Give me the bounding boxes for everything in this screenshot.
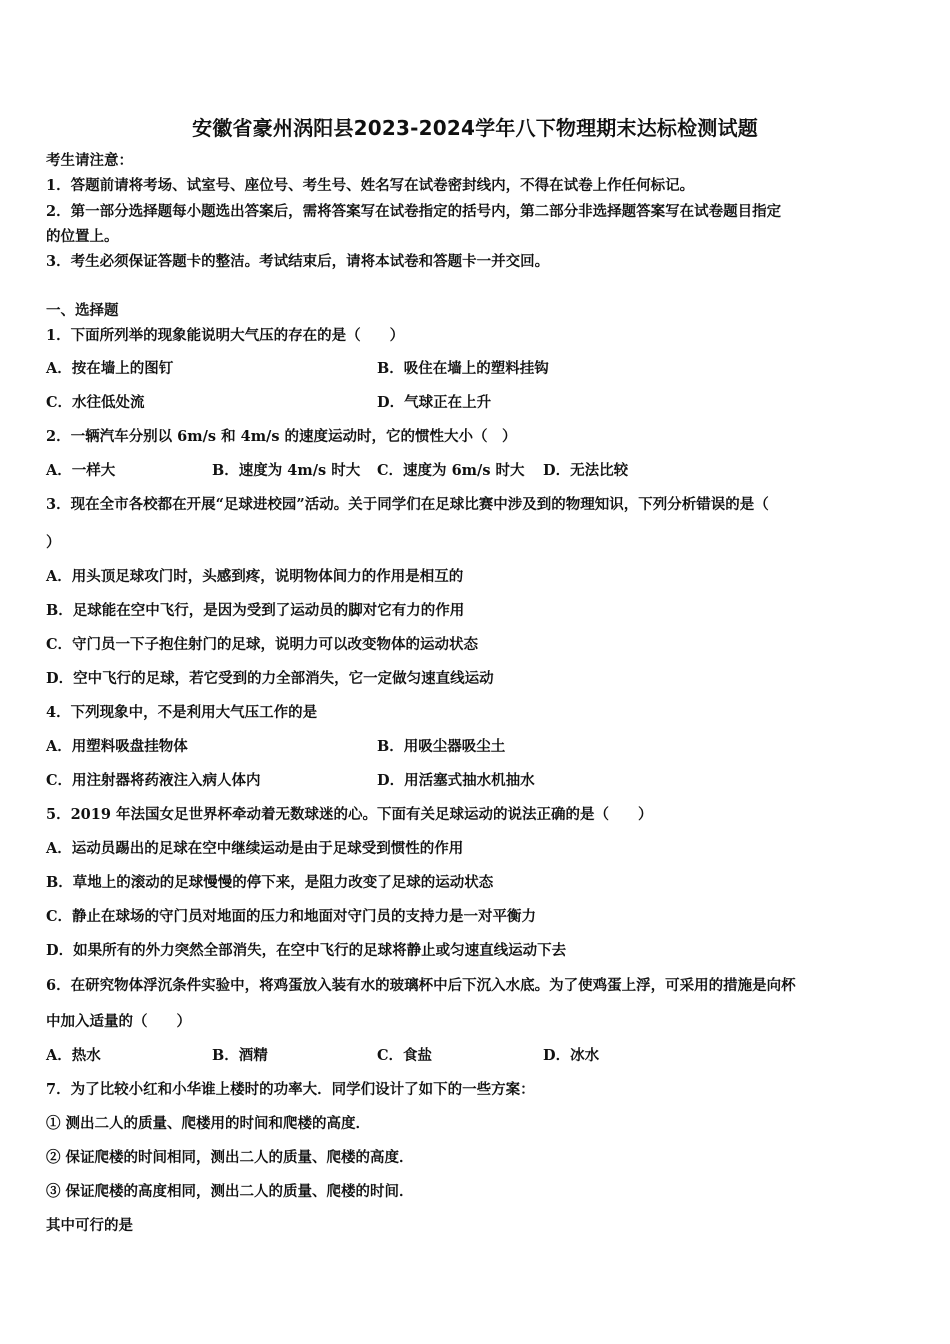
- notice-item: 的位置上。: [46, 228, 119, 245]
- q7-plan: ① 测出二人的质量、爬楼用的时间和爬楼的高度．: [46, 1115, 371, 1132]
- q1-option-c: C．水往低处流: [46, 394, 145, 411]
- q3-option-a: A．用头顶足球攻门时，头感到疼，说明物体间力的作用是相互的: [46, 568, 464, 585]
- q7-plan: ③ 保证爬楼的高度相同，测出二人的质量、爬楼的时间．: [46, 1183, 414, 1200]
- q5-option-c: C．静止在球场的守门员对地面的压力和地面对守门员的支持力是一对平衡力: [46, 908, 537, 925]
- question-1-stem: 1．下面所列举的现象能说明大气压的存在的是（ ）: [46, 327, 405, 344]
- notice-item: 2．第一部分选择题每小题选出答案后，需将答案写在试卷指定的括号内，第二部分非选择题答案写在试卷题目指定: [46, 203, 782, 220]
- question-3-stem: [46, 494, 769, 516]
- q1-option-a: A．按在墙上的图钉: [46, 360, 174, 377]
- notice-item: 3．考生必须保证答题卡的整洁。考试结束后，请将本试卷和答题卡一并交回。: [46, 253, 550, 270]
- q2-option-c: C．速度为 6m/s 时大: [377, 462, 525, 479]
- q6-option-d: D．冰水: [543, 1047, 600, 1064]
- q2-option-d: D．无法比较: [543, 462, 629, 479]
- q7-ask: 其中可行的是: [46, 1217, 133, 1234]
- q4-option-c: C．用注射器将药液注入病人体内: [46, 772, 261, 789]
- q3-option-c: C．守门员一下子抱住射门的足球，说明力可以改变物体的运动状态: [46, 636, 479, 653]
- q5-option-a: A．运动员踢出的足球在空中继续运动是由于足球受到惯性的作用: [46, 840, 464, 857]
- q5-option-b: B．草地上的滚动的足球慢慢的停下来，是阻力改变了足球的运动状态: [46, 874, 494, 891]
- question-3-stem-cont: ）: [46, 534, 61, 551]
- q2-option-b: B．速度为 4m/s 时大: [212, 462, 361, 479]
- question-6-stem: 6．在研究物体浮沉条件实验中，将鸡蛋放入装有水的玻璃杯中后下沉入水底。为了使鸡蛋上浮，可采用的措施是向杯: [46, 977, 796, 994]
- q1-option-d: D．气球正在上升: [377, 394, 492, 411]
- section-heading: 一、选择题: [46, 302, 119, 319]
- q1-option-b: B．吸住在墙上的塑料挂钩: [377, 360, 549, 377]
- q6-option-c: C．食盐: [377, 1047, 433, 1064]
- notice-heading: 考生请注意：: [46, 152, 133, 169]
- question-5-stem: 5．2019 年法国女足世界杯牵动着无数球迷的心。下面有关足球运动的说法正确的是（ ）: [46, 806, 653, 823]
- q7-plan: ② 保证爬楼的时间相同，测出二人的质量、爬楼的高度．: [46, 1149, 414, 1166]
- question-6-stem-cont: 中加入适量的（ ）: [46, 1013, 191, 1030]
- q4-option-a: A．用塑料吸盘挂物体: [46, 738, 188, 755]
- q3-option-d: D．空中飞行的足球，若它受到的力全部消失，它一定做匀速直线运动: [46, 670, 494, 687]
- notice-item: 1．答题前请将考场、试室号、座位号、考生号、姓名写在试卷密封线内，不得在试卷上作任何标记。: [46, 177, 695, 194]
- page-title: 安徽省豪州涡阳县2023-2024学年八下物理期末达标检测试题: [192, 116, 758, 140]
- q6-option-b: B．酒精: [212, 1047, 268, 1064]
- q3-option-b: B．足球能在空中飞行，是因为受到了运动员的脚对它有力的作用: [46, 602, 465, 619]
- question-4-stem: 4．下列现象中，不是利用大气压工作的是: [46, 704, 318, 721]
- q6-option-a: A．热水: [46, 1047, 101, 1064]
- q3-stem-part: 的是（: [725, 496, 769, 513]
- q3-stem-part: 3．现在全市各校都在开展“足球进校园”活动。关于同学们在足球比赛中涉及到的物理知识，下列分析: [46, 496, 697, 513]
- q4-option-d: D．用活塞式抽水机抽水: [377, 772, 535, 789]
- question-7-stem: 7．为了比较小红和小华谁上楼时的功率大．同学们设计了如下的一些方案：: [46, 1081, 535, 1098]
- q5-option-d: D．如果所有的外力突然全部消失，在空中飞行的足球将静止或匀速直线运动下去: [46, 942, 567, 959]
- q4-option-b: B．用吸尘器吸尘土: [377, 738, 506, 755]
- question-2-stem: 2．一辆汽车分别以 6m/s 和 4m/s 的速度运动时，它的惯性大小（ ）: [46, 428, 517, 445]
- q3-emphasis: 错误: [696, 496, 726, 513]
- q2-option-a: A．一样大: [46, 462, 116, 479]
